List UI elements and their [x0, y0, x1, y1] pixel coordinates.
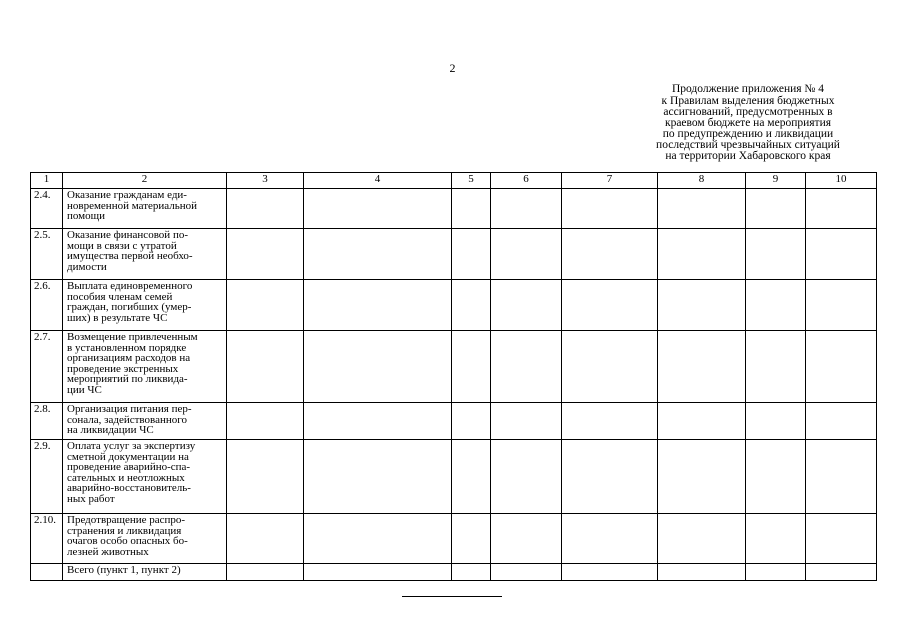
row-number: 2.7. [31, 331, 63, 403]
empty-cell [806, 514, 877, 564]
description-line: граждан, погибших (умер- [67, 301, 192, 313]
table-row [31, 514, 877, 564]
appendix-line: краевом бюджете на мероприятия [664, 117, 832, 129]
empty-cell [491, 440, 562, 514]
empty-cell [227, 514, 304, 564]
description-line: новременной материальной [67, 199, 198, 212]
empty-cell [746, 280, 806, 331]
empty-cell [491, 189, 562, 229]
description-line: Выплата единовременного [67, 280, 193, 292]
empty-cell [562, 331, 658, 403]
appendix-heading: Продолжение приложения № 4 [671, 83, 825, 95]
table-row [31, 280, 877, 331]
empty-cell [562, 189, 658, 229]
description-line: проведение экстренных [67, 362, 179, 375]
empty-cell [452, 440, 491, 514]
empty-cell [452, 189, 491, 229]
empty-cell [304, 229, 452, 280]
empty-cell [491, 403, 562, 440]
empty-cell [806, 564, 877, 581]
description-line: Оказание финансовой по- [67, 229, 188, 241]
row-number: 2.5. [31, 229, 63, 280]
description-line: сательных и неотложных [67, 471, 185, 484]
empty-cell [31, 564, 63, 581]
empty-cell [227, 189, 304, 229]
appendix-line: по предупреждению и ликвидации [662, 128, 834, 140]
empty-cell [304, 331, 452, 403]
description-line: аварийно-восстановитель- [67, 482, 191, 494]
column-header: 7 [562, 173, 658, 189]
empty-cell [562, 514, 658, 564]
description-line: помощи [67, 210, 105, 222]
appendix-title [633, 84, 863, 162]
empty-cell [658, 403, 746, 440]
row-description [63, 331, 227, 403]
empty-cell [491, 514, 562, 564]
empty-cell [806, 189, 877, 229]
total-label: Всего (пункт 1, пункт 2) [63, 564, 227, 581]
description-line: ных работ [67, 492, 115, 505]
description-line: Предотвращение распро- [67, 514, 186, 526]
appendix-line: на территории Хабаровского края [665, 150, 831, 162]
total-row [31, 564, 877, 581]
row-description [63, 280, 227, 331]
row-number: 2.9. [31, 440, 63, 514]
column-header: 4 [304, 173, 452, 189]
empty-cell [304, 440, 452, 514]
empty-cell [227, 229, 304, 280]
row-description [63, 514, 227, 564]
empty-cell [806, 331, 877, 403]
empty-cell [658, 564, 746, 581]
row-description [63, 403, 227, 440]
row-description [63, 440, 227, 514]
empty-cell [658, 189, 746, 229]
description-line: Оплата услуг за экспертизу [67, 440, 196, 452]
empty-cell [304, 564, 452, 581]
empty-cell [658, 331, 746, 403]
empty-cell [452, 331, 491, 403]
empty-cell [452, 514, 491, 564]
empty-cell [746, 440, 806, 514]
row-number: 2.10. [31, 514, 63, 564]
description-line: мощи в связи с утратой [67, 239, 177, 252]
empty-cell [304, 403, 452, 440]
empty-cell [304, 280, 452, 331]
empty-cell [452, 403, 491, 440]
empty-cell [227, 440, 304, 514]
budget-table [30, 172, 877, 581]
column-header: 8 [658, 173, 746, 189]
row-description [63, 229, 227, 280]
appendix-line: к Правилам выделения бюджетных [661, 95, 835, 107]
description-line: лезней животных [67, 545, 149, 558]
empty-cell [806, 280, 877, 331]
empty-cell [491, 331, 562, 403]
empty-cell [746, 331, 806, 403]
description-line: Организация питания пер- [67, 403, 192, 415]
description-line: очагов особо опасных бо- [67, 535, 188, 547]
empty-cell [452, 229, 491, 280]
empty-cell [227, 403, 304, 440]
description-line: ших) в результате ЧС [67, 311, 168, 324]
description-line: организациям расходов на [67, 352, 191, 364]
empty-cell [806, 440, 877, 514]
empty-cell [452, 280, 491, 331]
empty-cell [304, 189, 452, 229]
empty-cell [562, 564, 658, 581]
column-header: 2 [63, 173, 227, 189]
column-header: 9 [746, 173, 806, 189]
description-line: сонала, задействованного [67, 413, 187, 426]
empty-cell [562, 440, 658, 514]
empty-cell [304, 514, 452, 564]
appendix-line: ассигнований, предусмотренных в [663, 106, 833, 118]
empty-cell [562, 280, 658, 331]
description-line: имущества первой необхо- [67, 250, 193, 262]
empty-cell [491, 564, 562, 581]
empty-cell [658, 440, 746, 514]
empty-cell [746, 564, 806, 581]
empty-cell [562, 403, 658, 440]
row-number: 2.4. [31, 189, 63, 229]
empty-cell [227, 564, 304, 581]
description-line: в установленном порядке [67, 341, 187, 354]
description-line: ции ЧС [67, 383, 102, 396]
empty-cell [746, 229, 806, 280]
column-header: 3 [227, 173, 304, 189]
empty-cell [491, 229, 562, 280]
description-line: Возмещение привлеченным [67, 331, 198, 343]
empty-cell [746, 403, 806, 440]
description-line: проведение аварийно-спа- [67, 461, 191, 473]
description-line: пособия членам семей [67, 290, 173, 303]
page-number: 2 [449, 61, 456, 75]
description-line: мероприятий по ликвида- [67, 373, 188, 385]
description-line: на ликвидации ЧС [67, 424, 154, 436]
column-header: 6 [491, 173, 562, 189]
row-number: 2.8. [31, 403, 63, 440]
table-row [31, 189, 877, 229]
empty-cell [658, 280, 746, 331]
appendix-line: последствий чрезвычайных ситуаций [656, 139, 840, 151]
row-number: 2.6. [31, 280, 63, 331]
empty-cell [658, 514, 746, 564]
empty-cell [746, 189, 806, 229]
table-row [31, 331, 877, 403]
empty-cell [806, 403, 877, 440]
footer-rule [402, 596, 502, 597]
empty-cell [746, 514, 806, 564]
column-header: 5 [452, 173, 491, 189]
empty-cell [227, 280, 304, 331]
column-header: 1 [31, 173, 63, 189]
table-row [31, 229, 877, 280]
description-line: димости [67, 260, 107, 273]
description-line: странения и ликвидация [67, 524, 182, 537]
empty-cell [562, 229, 658, 280]
description-line: сметной документации на [67, 450, 189, 463]
column-header: 10 [806, 173, 877, 189]
empty-cell [806, 229, 877, 280]
column-number-row [31, 173, 877, 189]
empty-cell [658, 229, 746, 280]
table-row [31, 440, 877, 514]
table-row [31, 403, 877, 440]
empty-cell [452, 564, 491, 581]
empty-cell [491, 280, 562, 331]
empty-cell [227, 331, 304, 403]
row-description [63, 189, 227, 229]
description-line: Оказание гражданам еди- [67, 189, 187, 201]
